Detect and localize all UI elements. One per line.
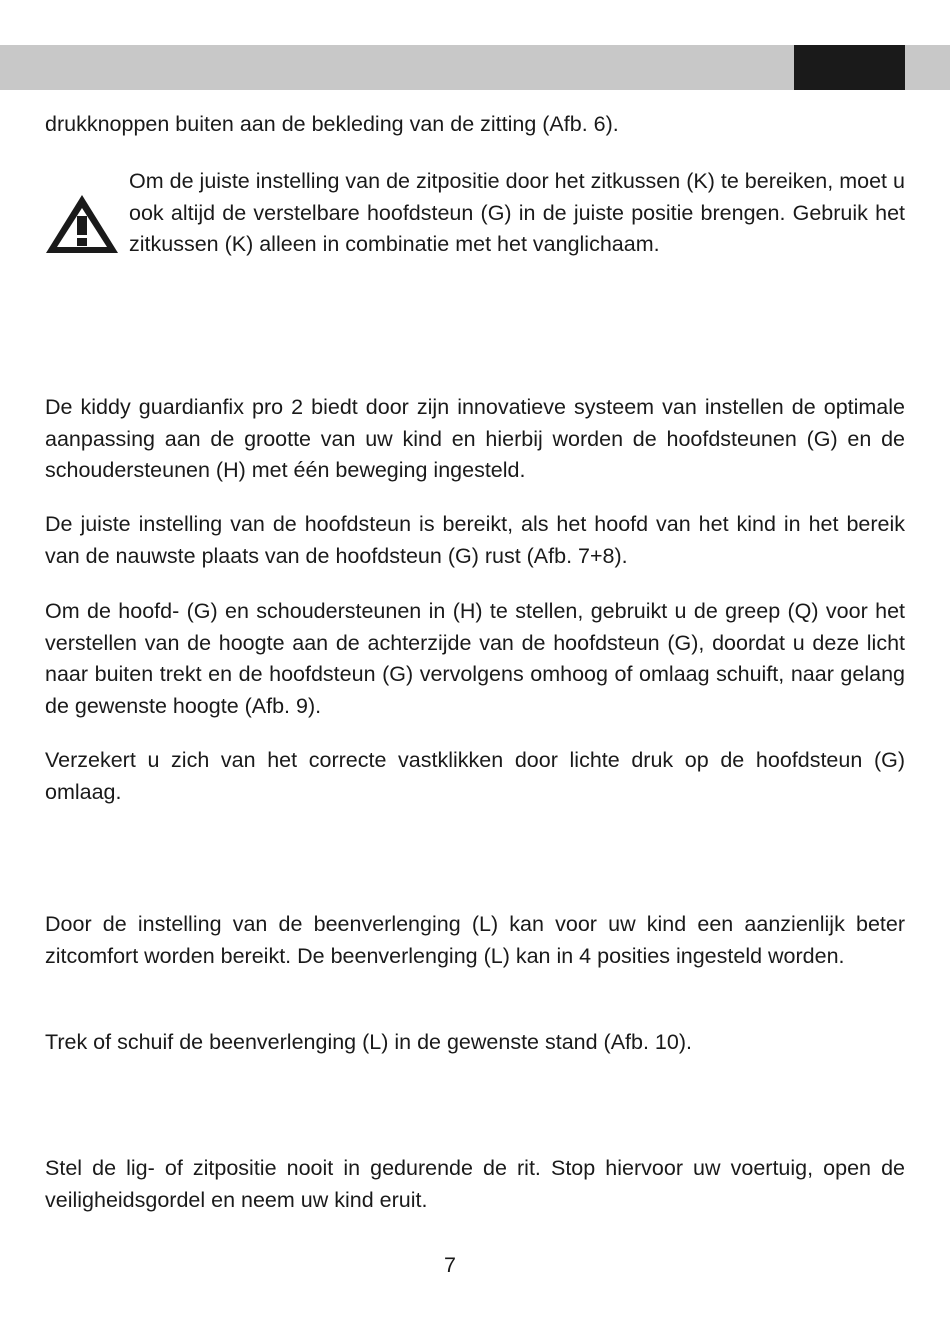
warning-triangle-icon xyxy=(44,193,120,255)
paragraph: Door de instelling van de beenverlenging (L) kan voor uw kind een aanzienlijk beter zitcomfort worden bereikt. De beenverlenging (L) kan in 4 posities ingesteld worden. xyxy=(45,912,905,968)
paragraph: Om de hoofd- (G) en schoudersteunen in (H) te stellen, gebruikt u de greep (Q) voor het verstellen van de hoogte aan de achterzijde van de hoofdsteun (G), doordat u deze licht naar buiten trekt en de hoofdsteun (G) vervolgens omhoog of omlaag schuift, naar gelang de gewenste hoogte (Afb. 9). xyxy=(45,599,905,718)
intro-line: drukknoppen buiten aan de bekleding van de zitting (Afb. 6). xyxy=(45,112,619,136)
paragraph: Trek of schuif de beenverlenging (L) in de gewenste stand (Afb. 10). xyxy=(45,1030,692,1054)
paragraph: Stel de lig- of zitpositie nooit in gedurende de rit. Stop hiervoor uw voertuig, open de veiligheidsgordel en neem uw kind eruit. xyxy=(45,1156,905,1212)
paragraph: De kiddy guardianfix pro 2 biedt door zijn innovatieve systeem van instellen de optimale aanpassing aan de grootte van uw kind en hierbij worden de hoofdsteunen (G) en de schoudersteunen (H) met één beweging ingesteld. xyxy=(45,395,905,482)
page-number: 7 xyxy=(444,1253,456,1277)
header-block xyxy=(794,45,905,90)
paragraph: De juiste instelling van de hoofdsteun is bereikt, als het hoofd van het kind in het bereik van de nauwste plaats van de hoofdsteun (G) rust (Afb. 7+8). xyxy=(45,512,905,568)
warning-text: Om de juiste instelling van de zitpositie door het zitkussen (K) te bereiken, moet u ook altijd de verstelbare hoofdsteun (G) in de juiste positie brengen. Gebruik het zitkussen (K) alleen in combinatie met het vanglichaam. xyxy=(129,169,905,256)
paragraph: Verzekert u zich van het correcte vastklikken door lichte druk op de hoofdsteun (G) omlaag. xyxy=(45,748,905,804)
